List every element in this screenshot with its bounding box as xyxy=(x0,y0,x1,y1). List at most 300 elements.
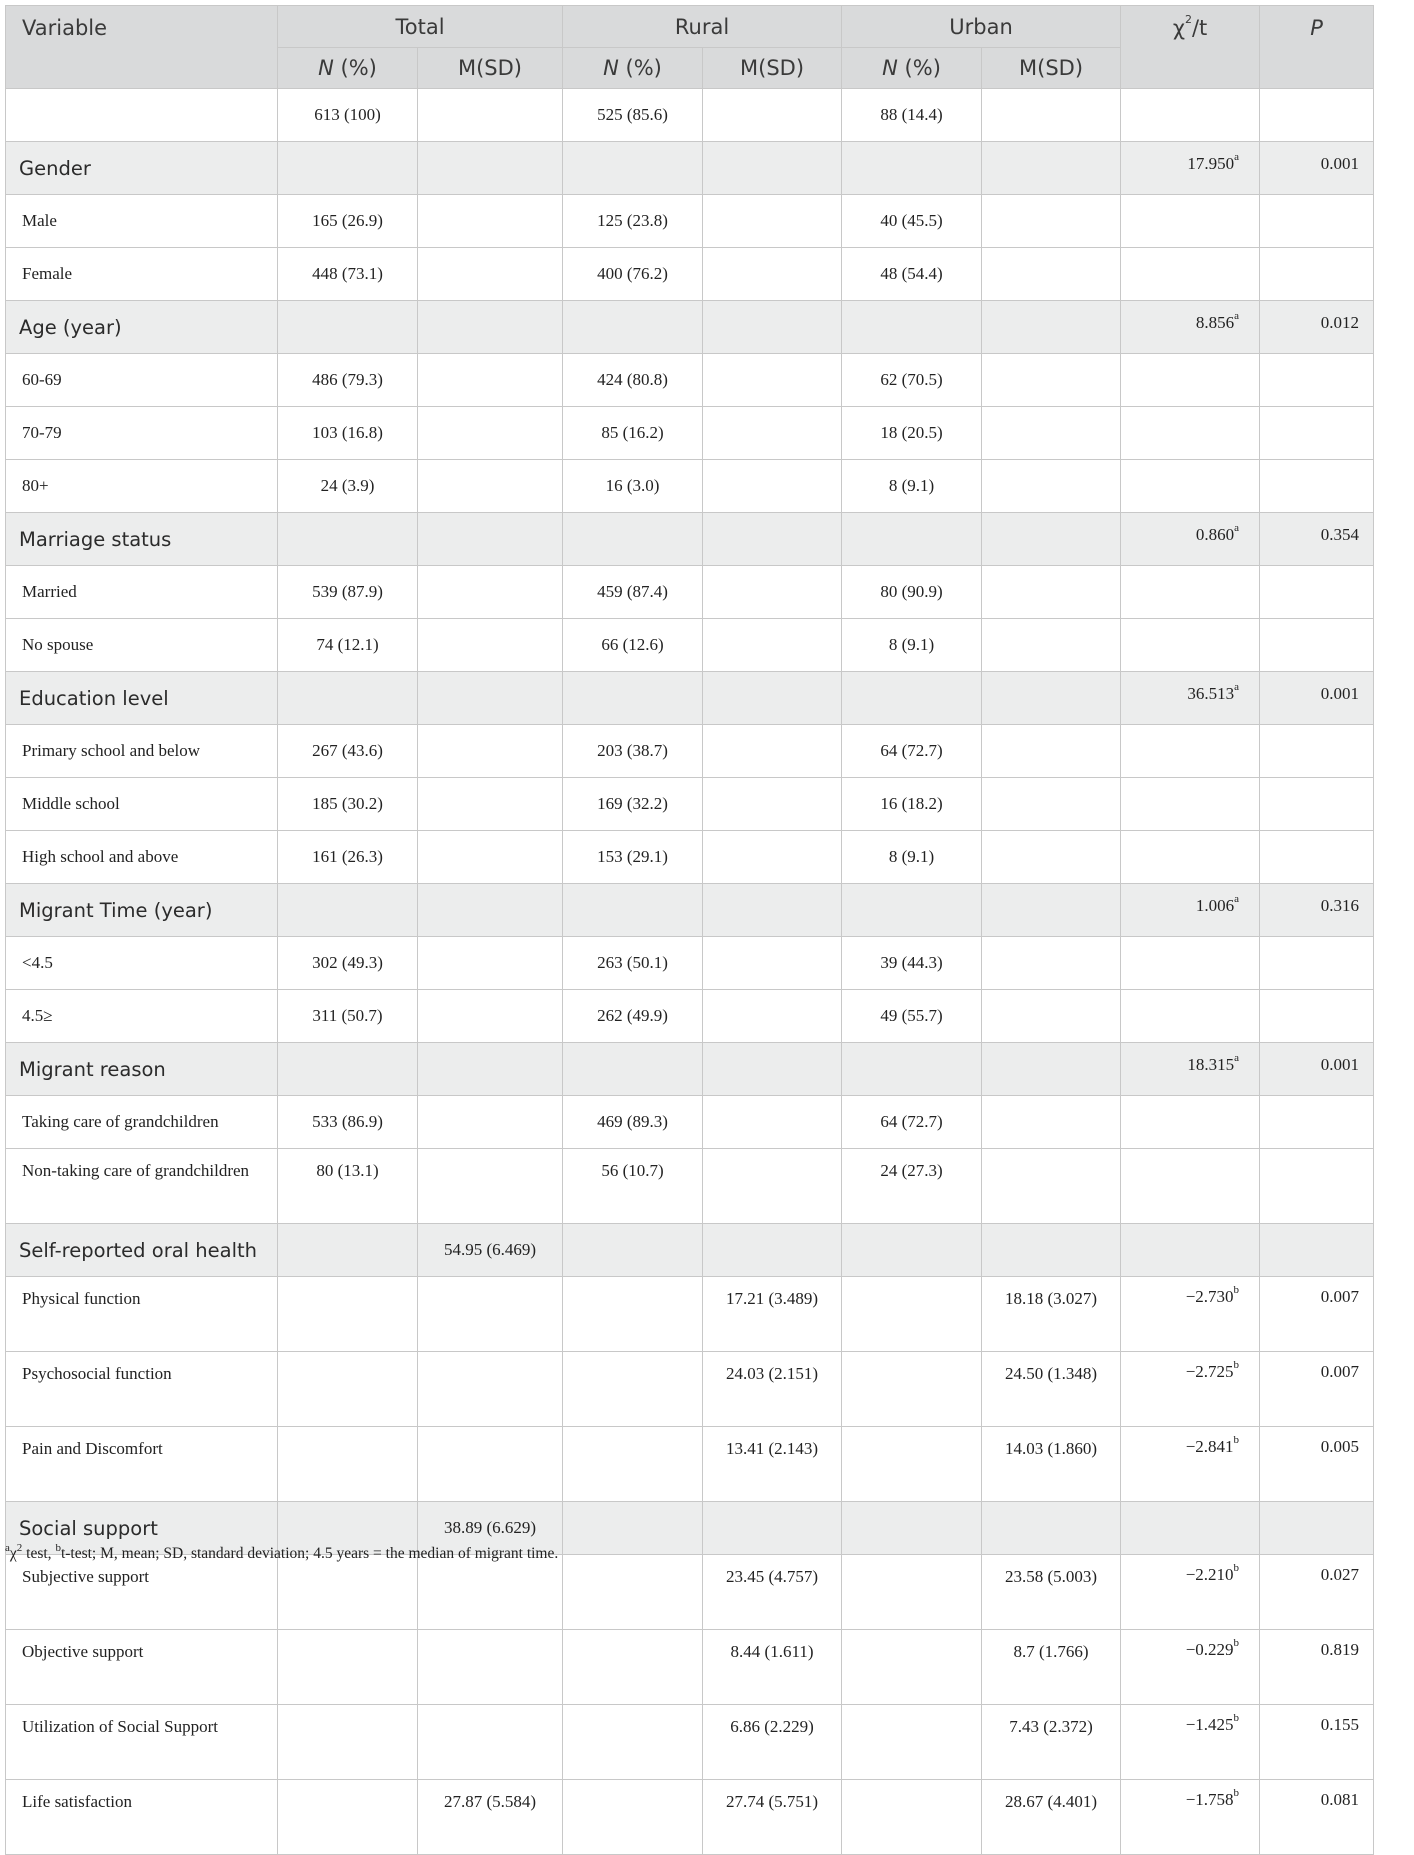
cell-um: 28.67 (4.401) xyxy=(982,1780,1121,1855)
cell-tn: 165 (26.9) xyxy=(278,195,418,248)
cell-rm xyxy=(703,1502,842,1555)
cell-un xyxy=(842,142,982,195)
cell-rm xyxy=(703,1149,842,1224)
cell-statistic xyxy=(1121,619,1260,672)
cell-tn: 533 (86.9) xyxy=(278,1096,418,1149)
header-statistic xyxy=(1121,6,1260,89)
cell-statistic xyxy=(1121,142,1260,195)
cell-um xyxy=(982,566,1121,619)
cell-rn xyxy=(563,1427,703,1502)
cell-rn xyxy=(563,884,703,937)
cell-un xyxy=(842,1277,982,1352)
cell-p-value: 0.027 xyxy=(1260,1555,1374,1630)
table-row xyxy=(6,937,1374,990)
statistic-sup: a xyxy=(1234,681,1240,693)
cell-rn xyxy=(563,1780,703,1855)
cell-un: 8 (9.1) xyxy=(842,460,982,513)
cell-rn xyxy=(563,301,703,354)
cell-p-value: 0.081 xyxy=(1260,1780,1374,1855)
cell-un: 8 (9.1) xyxy=(842,831,982,884)
cell-statistic xyxy=(1121,672,1260,725)
cell-statistic xyxy=(1121,195,1260,248)
header-rural: Rural xyxy=(563,6,842,48)
cell-p-value xyxy=(1260,778,1374,831)
cell-rm: 8.44 (1.611) xyxy=(703,1630,842,1705)
cell-un: 88 (14.4) xyxy=(842,89,982,142)
table-row xyxy=(6,1352,1374,1427)
statistic-value: −0.229 xyxy=(1185,1640,1234,1659)
cell-tn: 103 (16.8) xyxy=(278,407,418,460)
cell-rm xyxy=(703,248,842,301)
cell-statistic xyxy=(1121,1555,1260,1630)
row-label: Taking care of grandchildren xyxy=(6,1096,278,1149)
category-row xyxy=(6,301,1374,354)
footnote-rest: t-test; M, mean; SD, standard deviation; 4.5 years = the median of migrant time. xyxy=(60,1545,559,1562)
cell-rm xyxy=(703,354,842,407)
cell-tm xyxy=(418,142,563,195)
cell-statistic xyxy=(1121,513,1260,566)
cell-rm: 24.03 (2.151) xyxy=(703,1352,842,1427)
cell-um xyxy=(982,937,1121,990)
cell-un xyxy=(842,1352,982,1427)
cell-rn xyxy=(563,1043,703,1096)
cell-p-value: 0.155 xyxy=(1260,1705,1374,1780)
cell-um xyxy=(982,1096,1121,1149)
cell-rn: 459 (87.4) xyxy=(563,566,703,619)
cell-p-value: 0.001 xyxy=(1260,1043,1374,1096)
cell-statistic xyxy=(1121,354,1260,407)
statistic-sup: b xyxy=(1233,1434,1240,1446)
cell-statistic xyxy=(1121,407,1260,460)
row-label: Primary school and below xyxy=(6,725,278,778)
cell-un xyxy=(842,884,982,937)
cell-rm: 6.86 (2.229) xyxy=(703,1705,842,1780)
cell-tn xyxy=(278,142,418,195)
footnote-test-text: test, xyxy=(22,1545,56,1562)
cell-rm xyxy=(703,89,842,142)
cell-tn: 74 (12.1) xyxy=(278,619,418,672)
subheader-n-letter: N xyxy=(603,56,619,80)
statistic-sup: b xyxy=(1233,1562,1240,1574)
cell-statistic xyxy=(1121,89,1260,142)
cell-rn: 424 (80.8) xyxy=(563,354,703,407)
table-row xyxy=(6,460,1374,513)
cell-un xyxy=(842,672,982,725)
cell-rm: 13.41 (2.143) xyxy=(703,1427,842,1502)
statistic-value: 0.860 xyxy=(1195,525,1235,544)
cell-rn xyxy=(563,1555,703,1630)
row-label: Objective support xyxy=(6,1630,278,1705)
cell-rn: 525 (85.6) xyxy=(563,89,703,142)
cell-rn xyxy=(563,1352,703,1427)
cell-um xyxy=(982,778,1121,831)
cell-un: 40 (45.5) xyxy=(842,195,982,248)
cell-un: 16 (18.2) xyxy=(842,778,982,831)
cell-statistic xyxy=(1121,1352,1260,1427)
cell-rm xyxy=(703,619,842,672)
cell-tn: 302 (49.3) xyxy=(278,937,418,990)
cell-tm xyxy=(418,566,563,619)
cell-rm xyxy=(703,990,842,1043)
cell-rn xyxy=(563,1277,703,1352)
cell-rn xyxy=(563,1705,703,1780)
cell-rn: 400 (76.2) xyxy=(563,248,703,301)
table-row xyxy=(6,1780,1374,1855)
cell-tm xyxy=(418,672,563,725)
cell-un xyxy=(842,1502,982,1555)
statistic-value: −2.730 xyxy=(1185,1287,1234,1306)
cell-tm: 54.95 (6.469) xyxy=(418,1224,563,1277)
category-label: Age (year) xyxy=(6,301,278,354)
cell-statistic xyxy=(1121,1630,1260,1705)
cell-rm xyxy=(703,725,842,778)
footnote-chi-sup: 2 xyxy=(16,1542,23,1554)
cell-tm xyxy=(418,884,563,937)
row-label: 70-79 xyxy=(6,407,278,460)
table-footnote xyxy=(5,1542,559,1563)
cell-tm xyxy=(418,513,563,566)
cell-rn xyxy=(563,1630,703,1705)
cell-tm xyxy=(418,990,563,1043)
table-row xyxy=(6,619,1374,672)
header-urban: Urban xyxy=(842,6,1121,48)
header-p-label: P xyxy=(1310,16,1323,40)
statistic-sup: b xyxy=(1233,1359,1240,1371)
table-row xyxy=(6,1149,1374,1224)
cell-rm xyxy=(703,513,842,566)
subheader-pct: (%) xyxy=(333,56,377,80)
cell-tm xyxy=(418,1705,563,1780)
cell-um: 24.50 (1.348) xyxy=(982,1352,1121,1427)
cell-tm xyxy=(418,1043,563,1096)
cell-p-value xyxy=(1260,248,1374,301)
cell-un xyxy=(842,1555,982,1630)
cell-tn: 448 (73.1) xyxy=(278,248,418,301)
cell-rn: 263 (50.1) xyxy=(563,937,703,990)
row-label: <4.5 xyxy=(6,937,278,990)
cell-tm xyxy=(418,1555,563,1630)
cell-un: 39 (44.3) xyxy=(842,937,982,990)
table-row xyxy=(6,990,1374,1043)
statistic-sup: a xyxy=(1234,151,1240,163)
cell-um xyxy=(982,672,1121,725)
cell-tn xyxy=(278,1427,418,1502)
cell-um: 23.58 (5.003) xyxy=(982,1555,1121,1630)
cell-tn xyxy=(278,513,418,566)
cell-rn: 66 (12.6) xyxy=(563,619,703,672)
cell-statistic xyxy=(1121,1277,1260,1352)
cell-p-value xyxy=(1260,937,1374,990)
cell-rm xyxy=(703,831,842,884)
statistic-sup: b xyxy=(1233,1284,1240,1296)
cell-tn xyxy=(278,1277,418,1352)
statistic-value: 8.856 xyxy=(1195,313,1235,332)
row-label: Non-taking care of grandchildren xyxy=(6,1149,278,1224)
cell-p-value xyxy=(1260,566,1374,619)
cell-rn: 153 (29.1) xyxy=(563,831,703,884)
cell-tm xyxy=(418,195,563,248)
cell-um xyxy=(982,1502,1121,1555)
cell-rm xyxy=(703,884,842,937)
cell-p-value xyxy=(1260,195,1374,248)
cell-um: 7.43 (2.372) xyxy=(982,1705,1121,1780)
cell-tm xyxy=(418,1427,563,1502)
cell-statistic xyxy=(1121,1096,1260,1149)
cell-rn xyxy=(563,672,703,725)
cell-rm xyxy=(703,1043,842,1096)
cell-rm xyxy=(703,301,842,354)
cell-um xyxy=(982,1149,1121,1224)
cell-um xyxy=(982,884,1121,937)
footnote-sup-a: a xyxy=(5,1542,10,1554)
row-label: 4.5≥ xyxy=(6,990,278,1043)
cell-p-value xyxy=(1260,460,1374,513)
category-row xyxy=(6,513,1374,566)
category-row xyxy=(6,672,1374,725)
cell-un: 49 (55.7) xyxy=(842,990,982,1043)
demographics-table xyxy=(5,5,1374,1855)
statistic-value: −1.425 xyxy=(1185,1715,1234,1734)
table-row xyxy=(6,1555,1374,1630)
table-row xyxy=(6,1427,1374,1502)
category-label: Education level xyxy=(6,672,278,725)
row-label: Physical function xyxy=(6,1277,278,1352)
row-label: No spouse xyxy=(6,619,278,672)
statistic-value: 18.315 xyxy=(1187,1055,1235,1074)
cell-tm xyxy=(418,1149,563,1224)
cell-tm xyxy=(418,1352,563,1427)
cell-un xyxy=(842,513,982,566)
cell-un: 8 (9.1) xyxy=(842,619,982,672)
cell-tm: 38.89 (6.629) xyxy=(418,1502,563,1555)
row-label: Subjective support xyxy=(6,1555,278,1630)
cell-tn: 80 (13.1) xyxy=(278,1149,418,1224)
cell-um xyxy=(982,195,1121,248)
cell-un xyxy=(842,1043,982,1096)
cell-statistic xyxy=(1121,1224,1260,1277)
cell-rm xyxy=(703,460,842,513)
row-label: Male xyxy=(6,195,278,248)
cell-statistic xyxy=(1121,990,1260,1043)
row-label: Life satisfaction xyxy=(6,1780,278,1855)
category-label: Social support xyxy=(6,1502,278,1555)
cell-tn: 311 (50.7) xyxy=(278,990,418,1043)
cell-p-value xyxy=(1260,354,1374,407)
table-row xyxy=(6,1705,1374,1780)
statistic-sup: a xyxy=(1234,893,1240,905)
cell-rm: 27.74 (5.751) xyxy=(703,1780,842,1855)
cell-rm xyxy=(703,407,842,460)
cell-rn: 85 (16.2) xyxy=(563,407,703,460)
category-row xyxy=(6,142,1374,195)
cell-p-value: 0.354 xyxy=(1260,513,1374,566)
subheader-msd: M(SD) xyxy=(982,48,1121,89)
cell-tn xyxy=(278,1043,418,1096)
cell-tn xyxy=(278,1630,418,1705)
cell-statistic xyxy=(1121,725,1260,778)
row-label: High school and above xyxy=(6,831,278,884)
subheader-n-pct xyxy=(842,48,982,89)
table-row xyxy=(6,1630,1374,1705)
cell-tm xyxy=(418,460,563,513)
table-row xyxy=(6,1096,1374,1149)
cell-tn xyxy=(278,1780,418,1855)
statistic-value: −1.758 xyxy=(1185,1790,1234,1809)
table-row xyxy=(6,725,1374,778)
statistic-sup: a xyxy=(1234,522,1240,534)
table-row xyxy=(6,1277,1374,1352)
cell-tn: 539 (87.9) xyxy=(278,566,418,619)
cell-um xyxy=(982,142,1121,195)
cell-tm xyxy=(418,1096,563,1149)
table-row xyxy=(6,248,1374,301)
row-label: Middle school xyxy=(6,778,278,831)
cell-p-value: 0.007 xyxy=(1260,1352,1374,1427)
cell-tn xyxy=(278,1224,418,1277)
footnote-sup-b: b xyxy=(55,1542,61,1554)
table-row xyxy=(6,354,1374,407)
table-row xyxy=(6,566,1374,619)
cell-rm: 17.21 (3.489) xyxy=(703,1277,842,1352)
cell-tm xyxy=(418,1277,563,1352)
subheader-n-letter: N xyxy=(318,56,334,80)
subheader-pct: (%) xyxy=(897,56,941,80)
cell-rm xyxy=(703,937,842,990)
footnote-chi: χ xyxy=(9,1545,17,1562)
cell-rm xyxy=(703,1096,842,1149)
cell-statistic xyxy=(1121,1427,1260,1502)
cell-tm xyxy=(418,354,563,407)
cell-tm xyxy=(418,778,563,831)
row-label: Pain and Discomfort xyxy=(6,1427,278,1502)
cell-statistic xyxy=(1121,1705,1260,1780)
cell-tn: 161 (26.3) xyxy=(278,831,418,884)
statistic-sup: a xyxy=(1234,310,1240,322)
cell-tn: 267 (43.6) xyxy=(278,725,418,778)
cell-tn: 613 (100) xyxy=(278,89,418,142)
cell-un: 48 (54.4) xyxy=(842,248,982,301)
subheader-n-pct xyxy=(563,48,703,89)
cell-um xyxy=(982,990,1121,1043)
row-label: Married xyxy=(6,566,278,619)
cell-p-value xyxy=(1260,1502,1374,1555)
cell-p-value xyxy=(1260,831,1374,884)
header-total: Total xyxy=(278,6,563,48)
table-row xyxy=(6,195,1374,248)
cell-um xyxy=(982,619,1121,672)
table-row xyxy=(6,778,1374,831)
cell-un xyxy=(842,1224,982,1277)
subheader-n-letter: N xyxy=(882,56,898,80)
table-body xyxy=(6,89,1374,1855)
cell-p-value: 0.005 xyxy=(1260,1427,1374,1502)
cell-um xyxy=(982,248,1121,301)
cell-p-value: 0.012 xyxy=(1260,301,1374,354)
statistic-value: −2.210 xyxy=(1185,1565,1234,1584)
cell-um: 8.7 (1.766) xyxy=(982,1630,1121,1705)
category-label: Migrant reason xyxy=(6,1043,278,1096)
cell-tm xyxy=(418,89,563,142)
cell-p-value: 0.316 xyxy=(1260,884,1374,937)
cell-statistic xyxy=(1121,460,1260,513)
cell-tm xyxy=(418,831,563,884)
cell-p-value: 0.819 xyxy=(1260,1630,1374,1705)
cell-um: 18.18 (3.027) xyxy=(982,1277,1121,1352)
cell-um xyxy=(982,301,1121,354)
header-p xyxy=(1260,6,1374,89)
cell-rm xyxy=(703,566,842,619)
cell-un xyxy=(842,1630,982,1705)
cell-tn: 486 (79.3) xyxy=(278,354,418,407)
cell-un xyxy=(842,1705,982,1780)
cell-rm xyxy=(703,195,842,248)
cell-tn xyxy=(278,672,418,725)
cell-p-value xyxy=(1260,1096,1374,1149)
statistic-sup: b xyxy=(1233,1637,1240,1649)
subheader-msd: M(SD) xyxy=(418,48,563,89)
header-variable: Variable xyxy=(6,6,278,89)
statistic-value: −2.841 xyxy=(1185,1437,1234,1456)
cell-tm xyxy=(418,1630,563,1705)
cell-rm xyxy=(703,672,842,725)
header-stat-tail: /t xyxy=(1191,16,1208,40)
subheader-pct: (%) xyxy=(618,56,662,80)
category-row xyxy=(6,1043,1374,1096)
cell-rn xyxy=(563,142,703,195)
cell-tm xyxy=(418,937,563,990)
row-label: Female xyxy=(6,248,278,301)
category-row xyxy=(6,1224,1374,1277)
cell-um xyxy=(982,407,1121,460)
cell-un: 64 (72.7) xyxy=(842,725,982,778)
cell-rn xyxy=(563,1224,703,1277)
cell-un: 80 (90.9) xyxy=(842,566,982,619)
cell-statistic xyxy=(1121,1149,1260,1224)
cell-tm: 27.87 (5.584) xyxy=(418,1780,563,1855)
header-stat-symbol: χ xyxy=(1172,16,1185,40)
cell-statistic xyxy=(1121,1502,1260,1555)
category-label: Migrant Time (year) xyxy=(6,884,278,937)
statistic-sup: b xyxy=(1233,1787,1240,1799)
category-row xyxy=(6,884,1374,937)
cell-rn: 169 (32.2) xyxy=(563,778,703,831)
cell-un xyxy=(842,301,982,354)
cell-p-value: 0.007 xyxy=(1260,1277,1374,1352)
cell-p-value xyxy=(1260,725,1374,778)
row-label xyxy=(6,89,278,142)
cell-um xyxy=(982,1224,1121,1277)
header-stat-sup: 2 xyxy=(1184,13,1192,26)
cell-um xyxy=(982,1043,1121,1096)
cell-um xyxy=(982,513,1121,566)
cell-rn: 125 (23.8) xyxy=(563,195,703,248)
subheader-n-pct xyxy=(278,48,418,89)
cell-rn: 16 (3.0) xyxy=(563,460,703,513)
table-row xyxy=(6,407,1374,460)
cell-rn xyxy=(563,1502,703,1555)
row-label: Psychosocial function xyxy=(6,1352,278,1427)
cell-tm xyxy=(418,248,563,301)
statistic-value: −2.725 xyxy=(1185,1362,1234,1381)
cell-statistic xyxy=(1121,778,1260,831)
cell-un: 18 (20.5) xyxy=(842,407,982,460)
category-label: Marriage status xyxy=(6,513,278,566)
subheader-msd: M(SD) xyxy=(703,48,842,89)
cell-tn xyxy=(278,1555,418,1630)
cell-um xyxy=(982,89,1121,142)
cell-statistic xyxy=(1121,937,1260,990)
cell-rn: 469 (89.3) xyxy=(563,1096,703,1149)
